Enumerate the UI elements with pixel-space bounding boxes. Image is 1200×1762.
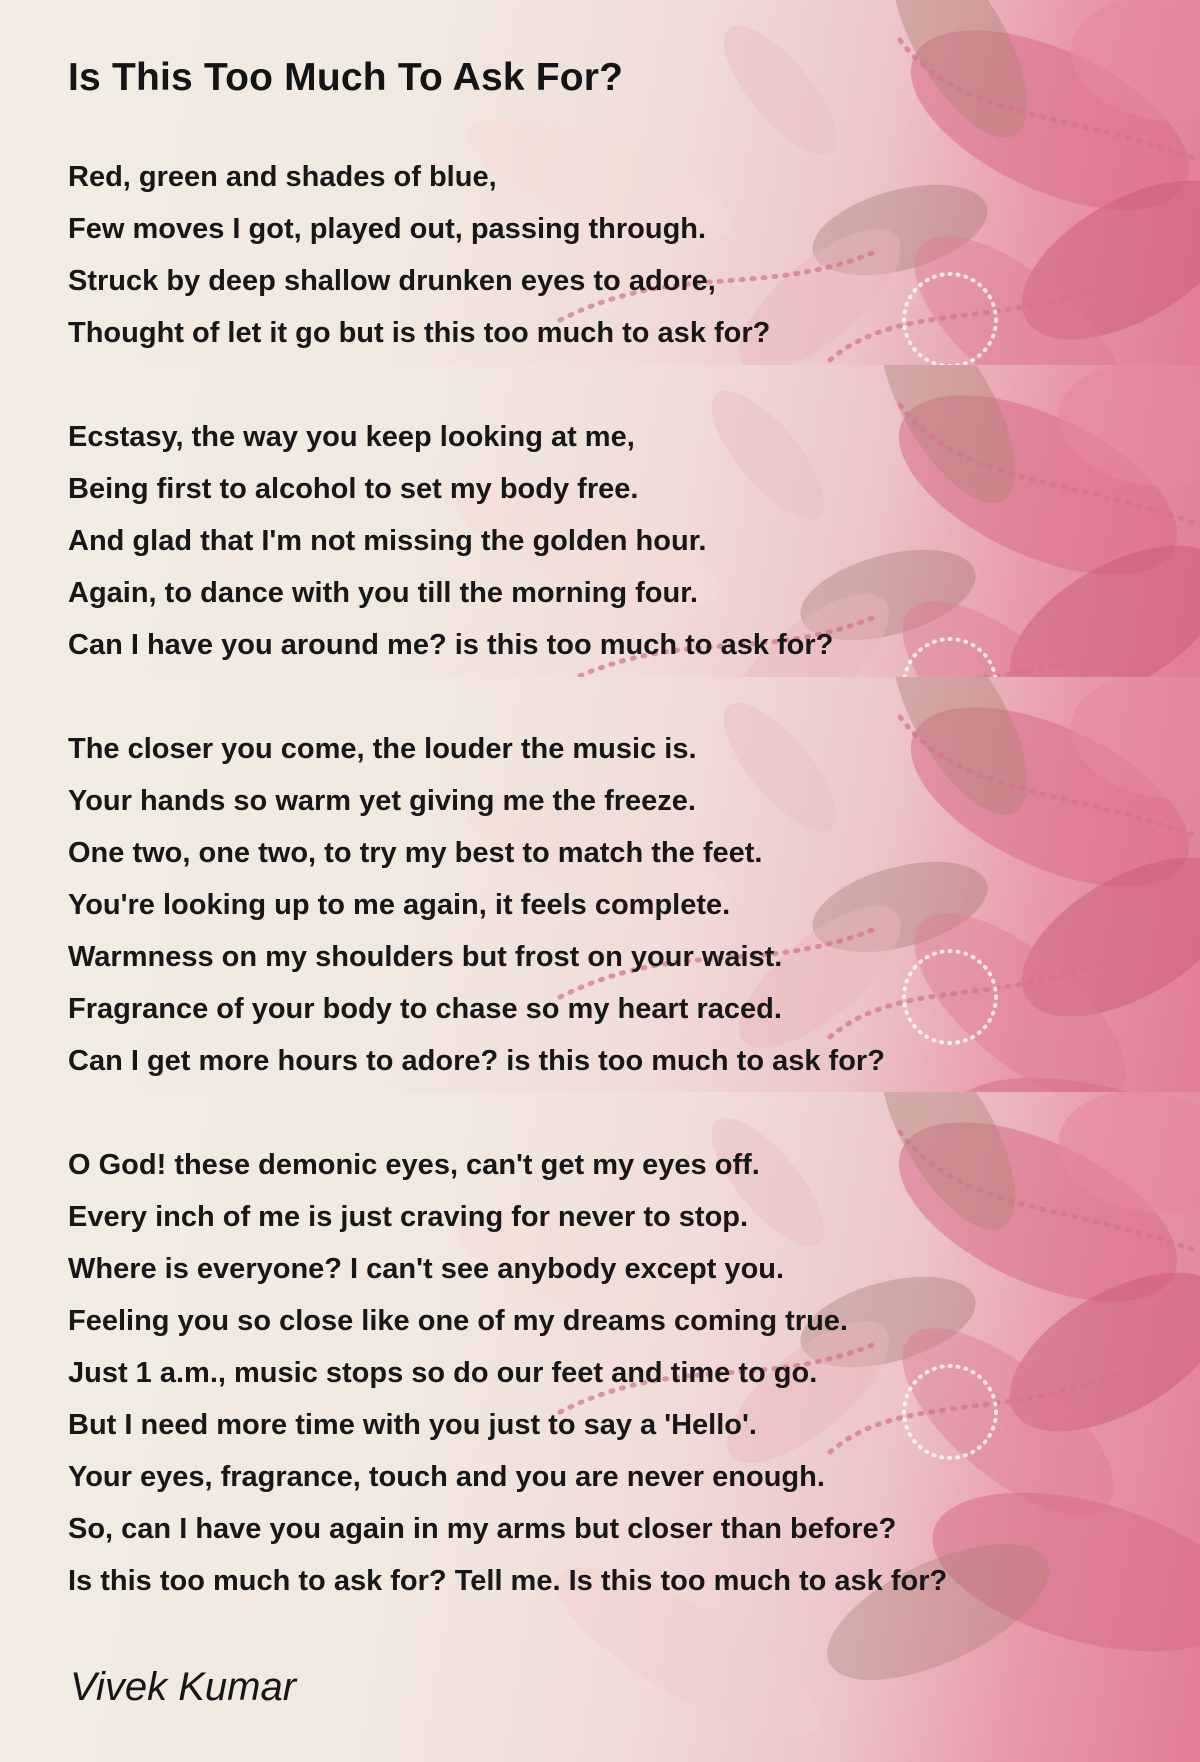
poem-line: Can I have you around me? is this too much to ask for? — [68, 629, 834, 661]
poem-line: Your eyes, fragrance, touch and you are never enough. — [68, 1461, 825, 1493]
poem-title: Is This Too Much To Ask For? — [68, 56, 624, 99]
poem-line: You're looking up to me again, it feels complete. — [68, 889, 731, 921]
poem-line: Fragrance of your body to chase so my heart raced. — [68, 993, 782, 1025]
poem-line: Warmness on my shoulders but frost on your waist. — [68, 941, 783, 973]
poem-line: Is this too much to ask for? Tell me. Is this too much to ask for? — [68, 1565, 948, 1597]
poem-line: Few moves I got, played out, passing through. — [68, 213, 707, 245]
poem-line: But I need more time with you just to say a 'Hello'. — [68, 1409, 757, 1441]
poem-line: Red, green and shades of blue, — [68, 161, 497, 193]
poem-line: And glad that I'm not missing the golden hour. — [68, 525, 707, 557]
poem-line: Thought of let it go but is this too much to ask for? — [68, 317, 771, 349]
poem-author: Vivek Kumar — [70, 1665, 297, 1709]
poem-line: One two, one two, to try my best to match the feet. — [68, 837, 763, 869]
poem-line: Just 1 a.m., music stops so do our feet and time to go. — [68, 1357, 818, 1389]
poem-line: Ecstasy, the way you keep looking at me, — [68, 421, 635, 453]
poem-line: Feeling you so close like one of my dreams coming true. — [68, 1305, 848, 1337]
poem-line: Every inch of me is just craving for never to stop. — [68, 1201, 749, 1233]
poem-line: O God! these demonic eyes, can't get my eyes off. — [68, 1149, 760, 1181]
poem-line: Again, to dance with you till the morning four. — [68, 577, 698, 609]
poem-line: Where is everyone? I can't see anybody except you. — [68, 1253, 785, 1285]
poem-line: Your hands so warm yet giving me the freeze. — [68, 785, 696, 817]
poem-line: So, can I have you again in my arms but closer than before? — [68, 1513, 897, 1545]
poem-line: Can I get more hours to adore? is this too much to ask for? — [68, 1045, 885, 1077]
poem-line: The closer you come, the louder the music is. — [68, 733, 697, 765]
poem-line: Struck by deep shallow drunken eyes to adore, — [68, 265, 716, 297]
poem-line: Being first to alcohol to set my body free. — [68, 473, 639, 505]
